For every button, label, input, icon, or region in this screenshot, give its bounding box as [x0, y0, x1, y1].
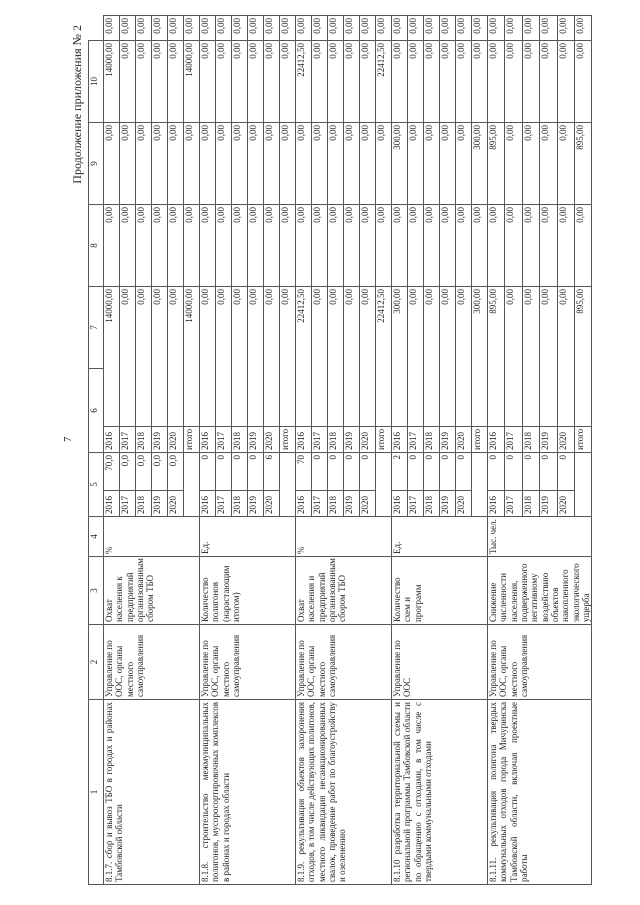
finance-col-7: 0,00 — [408, 205, 424, 287]
finance-year: 2020 — [557, 427, 574, 453]
finance-col-9: 0,00 — [200, 41, 216, 123]
indicator-value: 0 — [216, 453, 232, 491]
section-unit: % — [296, 517, 392, 557]
table-row — [104, 16, 120, 885]
section-indicator: Количество схем и программ — [392, 557, 488, 625]
header-9: 9 — [89, 123, 104, 205]
finance-col-7: 0,00 — [392, 205, 408, 287]
finance-col-9: 0,00 — [392, 41, 408, 123]
finance-col-8: 0,00 — [104, 123, 120, 205]
finance-year: 2016 — [296, 427, 312, 453]
finance-col-8: 0,00 — [232, 123, 248, 205]
finance-col-9: 0,00 — [248, 41, 264, 123]
finance-total: 0,00 — [424, 287, 440, 427]
finance-col-9: 0,00 — [472, 41, 488, 123]
indicator-value: 0 — [424, 453, 440, 491]
finance-col-9: 14000,00 — [104, 41, 120, 123]
finance-total: 0,00 — [540, 287, 557, 427]
rotated-page — [70, 15, 592, 885]
finance-col-10: 0,00 — [200, 16, 216, 41]
finance-year: 2019 — [248, 427, 264, 453]
indicator-value: 0 — [456, 453, 472, 491]
finance-col-8: 300,00 — [392, 123, 408, 205]
indicator-year: 2016 — [392, 491, 408, 517]
finance-year: итого — [376, 427, 392, 453]
finance-year: 2016 — [488, 427, 505, 453]
section-title: 8.1.8. строительство межмуниципальных полигонов, мусоросортировочных комплексов в районах и городах области — [200, 700, 296, 885]
finance-col-10: 0,00 — [488, 16, 505, 41]
finance-col-8: 0,00 — [408, 123, 424, 205]
section-executor: Управление по ООС, органы местного самоуправления — [200, 625, 296, 700]
indicator-year: 2019 — [540, 491, 557, 517]
finance-col-7: 0,00 — [200, 205, 216, 287]
finance-total: 22412,50 — [296, 287, 312, 427]
finance-col-10: 0,00 — [104, 16, 120, 41]
finance-year: 2019 — [540, 427, 557, 453]
finance-col-10: 0,00 — [408, 16, 424, 41]
finance-col-7: 0,00 — [152, 205, 168, 287]
finance-total: 0,00 — [344, 287, 360, 427]
finance-col-10: 0,00 — [376, 16, 392, 41]
finance-col-8: 0,00 — [440, 123, 456, 205]
finance-total: 0,00 — [522, 287, 539, 427]
finance-col-10: 0,00 — [328, 16, 344, 41]
finance-col-9: 14000,00 — [184, 41, 200, 123]
finance-total: 0,00 — [200, 287, 216, 427]
finance-year: 2018 — [522, 427, 539, 453]
finance-col-8: 0,00 — [376, 123, 392, 205]
indicator-value: 0,0 — [152, 453, 168, 491]
finance-total: 0,00 — [120, 287, 136, 427]
indicator-value: 2 — [392, 453, 408, 491]
finance-col-7: 0,00 — [184, 205, 200, 287]
finance-col-8: 300,00 — [472, 123, 488, 205]
finance-col-9: 0,00 — [264, 41, 280, 123]
header-4: 4 — [89, 517, 104, 557]
finance-col-7: 0,00 — [557, 205, 574, 287]
finance-col-9: 0,00 — [168, 41, 184, 123]
finance-col-10: 0,00 — [392, 16, 408, 41]
indicator-value: 0 — [312, 453, 328, 491]
indicator-year: 2018 — [232, 491, 248, 517]
finance-col-9: 0,00 — [557, 41, 574, 123]
finance-col-8: 0,00 — [280, 123, 296, 205]
finance-col-9: 0,00 — [440, 41, 456, 123]
finance-col-8: 0,00 — [557, 123, 574, 205]
finance-col-10: 0,00 — [557, 16, 574, 41]
finance-col-8: 0,00 — [540, 123, 557, 205]
finance-year: 2016 — [392, 427, 408, 453]
indicator-value: 0,0 — [168, 453, 184, 491]
finance-col-9: 0,00 — [328, 41, 344, 123]
finance-year: 2016 — [104, 427, 120, 453]
finance-col-10: 0,00 — [168, 16, 184, 41]
finance-year: 2018 — [328, 427, 344, 453]
table-row — [200, 16, 216, 885]
page-number: 7 — [62, 436, 74, 442]
indicator-value: 0 — [505, 453, 522, 491]
finance-year: 2020 — [360, 427, 376, 453]
finance-col-7: 0,00 — [216, 205, 232, 287]
indicator-year: 2020 — [456, 491, 472, 517]
indicator-year: 2020 — [168, 491, 184, 517]
finance-total: 300,00 — [392, 287, 408, 427]
finance-total: 895,00 — [488, 287, 505, 427]
finance-col-10: 0,00 — [248, 16, 264, 41]
finance-col-7: 0,00 — [360, 205, 376, 287]
section-title: 8.1.7. сбор и вывоз ТБО в городах и районах Тамбовской области — [104, 700, 200, 885]
finance-col-8: 0,00 — [184, 123, 200, 205]
empty-cell — [472, 453, 488, 517]
finance-col-7: 0,00 — [280, 205, 296, 287]
indicator-value: 0,0 — [136, 453, 152, 491]
finance-col-7: 0,00 — [505, 205, 522, 287]
finance-col-7: 0,00 — [440, 205, 456, 287]
finance-col-7: 0,00 — [522, 205, 539, 287]
indicator-year: 2017 — [408, 491, 424, 517]
finance-col-7: 0,00 — [456, 205, 472, 287]
finance-total: 14000,00 — [104, 287, 120, 427]
finance-col-8: 895,00 — [488, 123, 505, 205]
finance-col-10: 0,00 — [344, 16, 360, 41]
finance-col-10: 0,00 — [264, 16, 280, 41]
table-row — [488, 16, 505, 885]
header-7: 7 — [89, 287, 104, 369]
finance-year: 2017 — [312, 427, 328, 453]
header-8: 8 — [89, 205, 104, 287]
finance-total: 0,00 — [136, 287, 152, 427]
indicator-year: 2018 — [424, 491, 440, 517]
finance-year: 2017 — [120, 427, 136, 453]
finance-col-7: 0,00 — [312, 205, 328, 287]
empty-cell — [184, 453, 200, 517]
header-2: 2 — [89, 625, 104, 700]
indicator-value: 0 — [360, 453, 376, 491]
finance-col-9: 0,00 — [360, 41, 376, 123]
finance-year: 2017 — [216, 427, 232, 453]
finance-col-8: 0,00 — [168, 123, 184, 205]
section-executor: Управление по ООС, органы местного самоуправления — [296, 625, 392, 700]
finance-year: 2018 — [232, 427, 248, 453]
finance-total: 0,00 — [152, 287, 168, 427]
finance-col-10: 0,00 — [360, 16, 376, 41]
indicator-year: 2019 — [152, 491, 168, 517]
section-indicator: Охват населения к предприятий организованным сбором ТБО — [104, 557, 200, 625]
finance-col-10: 0,00 — [456, 16, 472, 41]
finance-col-10: 0,00 — [575, 16, 592, 41]
finance-total: 300,00 — [472, 287, 488, 427]
finance-col-8: 0,00 — [344, 123, 360, 205]
section-title: 8.1.10 разработка территориальной схемы и региональной программы Тамбовской области по обращению с отходами, в том числе с твердыми коммунальными отходами — [392, 700, 488, 885]
indicator-year: 2017 — [216, 491, 232, 517]
finance-col-10: 0,00 — [184, 16, 200, 41]
finance-col-10: 0,00 — [136, 16, 152, 41]
finance-year: 2017 — [505, 427, 522, 453]
finance-total: 0,00 — [232, 287, 248, 427]
section-unit: Ед. — [200, 517, 296, 557]
finance-col-8: 0,00 — [312, 123, 328, 205]
finance-col-10: 0,00 — [540, 16, 557, 41]
finance-total: 0,00 — [264, 287, 280, 427]
indicator-value: 0,0 — [120, 453, 136, 491]
section-unit: % — [104, 517, 200, 557]
finance-col-9: 0,00 — [344, 41, 360, 123]
indicator-year: 2017 — [120, 491, 136, 517]
empty-cell — [376, 453, 392, 517]
finance-year: итого — [280, 427, 296, 453]
header-5: 5 — [89, 453, 104, 517]
indicator-year: 2018 — [522, 491, 539, 517]
finance-col-7: 0,00 — [575, 205, 592, 287]
indicator-value: 0 — [440, 453, 456, 491]
finance-col-8: 895,00 — [575, 123, 592, 205]
finance-year: итого — [184, 427, 200, 453]
finance-col-10: 0,00 — [424, 16, 440, 41]
finance-col-10: 0,00 — [522, 16, 539, 41]
finance-year: итого — [472, 427, 488, 453]
finance-col-9: 22412,50 — [296, 41, 312, 123]
finance-col-8: 0,00 — [424, 123, 440, 205]
finance-total: 0,00 — [456, 287, 472, 427]
indicator-year: 2019 — [344, 491, 360, 517]
indicator-year: 2016 — [488, 491, 505, 517]
indicator-year: 2018 — [136, 491, 152, 517]
table-row — [392, 16, 408, 885]
finance-col-8: 0,00 — [216, 123, 232, 205]
indicator-value: 0 — [248, 453, 264, 491]
finance-col-8: 0,00 — [296, 123, 312, 205]
finance-col-9: 0,00 — [505, 41, 522, 123]
finance-col-7: 0,00 — [168, 205, 184, 287]
section-title: 8.1.9. рекультивация объектов захоронения отходов, в том числе действующих полигонов, местного ликвидация несанкционированных свалок, проведение работ по благоустройству и озеленению — [296, 700, 392, 885]
finance-total: 0,00 — [312, 287, 328, 427]
table-body — [104, 16, 592, 885]
finance-col-9: 0,00 — [488, 41, 505, 123]
finance-total: 0,00 — [248, 287, 264, 427]
finance-col-10: 0,00 — [120, 16, 136, 41]
finance-col-8: 0,00 — [136, 123, 152, 205]
finance-total: 0,00 — [440, 287, 456, 427]
appendix-label: Продолжение приложения № 2 — [70, 25, 84, 184]
finance-col-7: 0,00 — [104, 205, 120, 287]
column-header-row — [89, 16, 104, 885]
finance-col-7: 0,00 — [344, 205, 360, 287]
finance-total: 0,00 — [360, 287, 376, 427]
finance-col-10: 0,00 — [440, 16, 456, 41]
finance-col-9: 0,00 — [456, 41, 472, 123]
finance-col-7: 0,00 — [296, 205, 312, 287]
finance-total: 0,00 — [328, 287, 344, 427]
indicator-year: 2020 — [360, 491, 376, 517]
section-unit: Тыс. чел. — [488, 517, 592, 557]
finance-col-9: 0,00 — [575, 41, 592, 123]
indicator-value: 0 — [200, 453, 216, 491]
indicator-year: 2019 — [248, 491, 264, 517]
finance-year: 2018 — [136, 427, 152, 453]
finance-col-10: 0,00 — [280, 16, 296, 41]
finance-col-9: 0,00 — [408, 41, 424, 123]
indicator-year: 2016 — [200, 491, 216, 517]
finance-col-9: 0,00 — [232, 41, 248, 123]
indicator-year: 2016 — [104, 491, 120, 517]
indicator-year: 2019 — [440, 491, 456, 517]
indicator-value: 70 — [296, 453, 312, 491]
finance-col-9: 0,00 — [280, 41, 296, 123]
finance-col-7: 0,00 — [376, 205, 392, 287]
finance-col-7: 0,00 — [264, 205, 280, 287]
finance-col-9: 0,00 — [424, 41, 440, 123]
finance-year: 2019 — [344, 427, 360, 453]
finance-col-8: 0,00 — [152, 123, 168, 205]
finance-col-8: 0,00 — [456, 123, 472, 205]
finance-col-10: 0,00 — [296, 16, 312, 41]
indicator-value: 0 — [344, 453, 360, 491]
finance-year: 2020 — [264, 427, 280, 453]
indicator-year: 2017 — [312, 491, 328, 517]
finance-total: 0,00 — [168, 287, 184, 427]
finance-col-8: 0,00 — [264, 123, 280, 205]
finance-total: 14000,00 — [184, 287, 200, 427]
finance-year: 2019 — [440, 427, 456, 453]
finance-col-8: 0,00 — [360, 123, 376, 205]
finance-col-8: 0,00 — [328, 123, 344, 205]
indicator-year: 2016 — [296, 491, 312, 517]
finance-col-9: 0,00 — [522, 41, 539, 123]
section-executor: Управление по ООС, органы местного самоуправления — [104, 625, 200, 700]
indicator-value: 70,0 — [104, 453, 120, 491]
finance-year: 2020 — [456, 427, 472, 453]
finance-col-8: 0,00 — [200, 123, 216, 205]
finance-total: 895,00 — [575, 287, 592, 427]
section-indicator: Охват населения и предприятий организованным сбором ТБО — [296, 557, 392, 625]
finance-col-7: 0,00 — [248, 205, 264, 287]
indicator-value: 0 — [557, 453, 574, 491]
section-indicator: Количество полигонов (нарастающим итогом) — [200, 557, 296, 625]
finance-total: 0,00 — [280, 287, 296, 427]
header-3: 3 — [89, 557, 104, 625]
finance-col-9: 0,00 — [216, 41, 232, 123]
finance-col-10: 0,00 — [152, 16, 168, 41]
finance-col-8: 0,00 — [522, 123, 539, 205]
header-1: 1 — [89, 700, 104, 885]
finance-col-7: 0,00 — [232, 205, 248, 287]
header-6: 6 — [89, 369, 104, 453]
indicator-value: 6 — [264, 453, 280, 491]
finance-col-9: 0,00 — [312, 41, 328, 123]
indicator-value: 0 — [232, 453, 248, 491]
indicator-year: 2017 — [505, 491, 522, 517]
indicator-year: 2020 — [264, 491, 280, 517]
section-title: 8.1.11. рекультивация полигона твердых коммунальных отходов города Мичуринска Тамбовской области, включая проектные работы — [488, 700, 592, 885]
table-row — [296, 16, 312, 885]
finance-year: 2019 — [152, 427, 168, 453]
finance-col-10: 0,00 — [232, 16, 248, 41]
finance-col-7: 0,00 — [540, 205, 557, 287]
finance-col-9: 0,00 — [136, 41, 152, 123]
finance-total: 0,00 — [505, 287, 522, 427]
finance-col-9: 0,00 — [120, 41, 136, 123]
indicator-value: 0 — [328, 453, 344, 491]
finance-year: 2016 — [200, 427, 216, 453]
finance-year: 2018 — [424, 427, 440, 453]
empty-cell — [280, 453, 296, 517]
empty-cell — [575, 453, 592, 517]
finance-col-8: 0,00 — [248, 123, 264, 205]
section-executor: Управление по ООС — [392, 625, 488, 700]
finance-col-9: 0,00 — [540, 41, 557, 123]
section-unit: Ед. — [392, 517, 488, 557]
program-table — [88, 15, 592, 885]
indicator-value: 0 — [540, 453, 557, 491]
finance-col-8: 0,00 — [505, 123, 522, 205]
finance-col-7: 0,00 — [424, 205, 440, 287]
finance-col-7: 0,00 — [328, 205, 344, 287]
finance-year: 2020 — [168, 427, 184, 453]
indicator-value: 0 — [488, 453, 505, 491]
finance-year: итого — [575, 427, 592, 453]
finance-col-10: 0,00 — [216, 16, 232, 41]
section-executor: Управление по ООС, органы местного самоуправления — [488, 625, 592, 700]
finance-col-10: 0,00 — [312, 16, 328, 41]
indicator-year: 2020 — [557, 491, 574, 517]
finance-col-9: 0,00 — [152, 41, 168, 123]
finance-total: 0,00 — [408, 287, 424, 427]
finance-col-9: 22412,50 — [376, 41, 392, 123]
finance-col-7: 0,00 — [488, 205, 505, 287]
indicator-year: 2018 — [328, 491, 344, 517]
finance-col-8: 0,00 — [120, 123, 136, 205]
finance-total: 0,00 — [216, 287, 232, 427]
finance-col-7: 0,00 — [136, 205, 152, 287]
finance-col-10: 0,00 — [472, 16, 488, 41]
indicator-value: 0 — [522, 453, 539, 491]
finance-year: 2017 — [408, 427, 424, 453]
finance-col-7: 0,00 — [120, 205, 136, 287]
finance-total: 0,00 — [557, 287, 574, 427]
header-10: 10 — [89, 41, 104, 123]
finance-col-10: 0,00 — [505, 16, 522, 41]
finance-total: 22412,50 — [376, 287, 392, 427]
section-indicator: Снижение численности населения, подверженного негативному воздействию объектов накопленного экологического ущерба — [488, 557, 592, 625]
indicator-value: 0 — [408, 453, 424, 491]
finance-col-7: 0,00 — [472, 205, 488, 287]
